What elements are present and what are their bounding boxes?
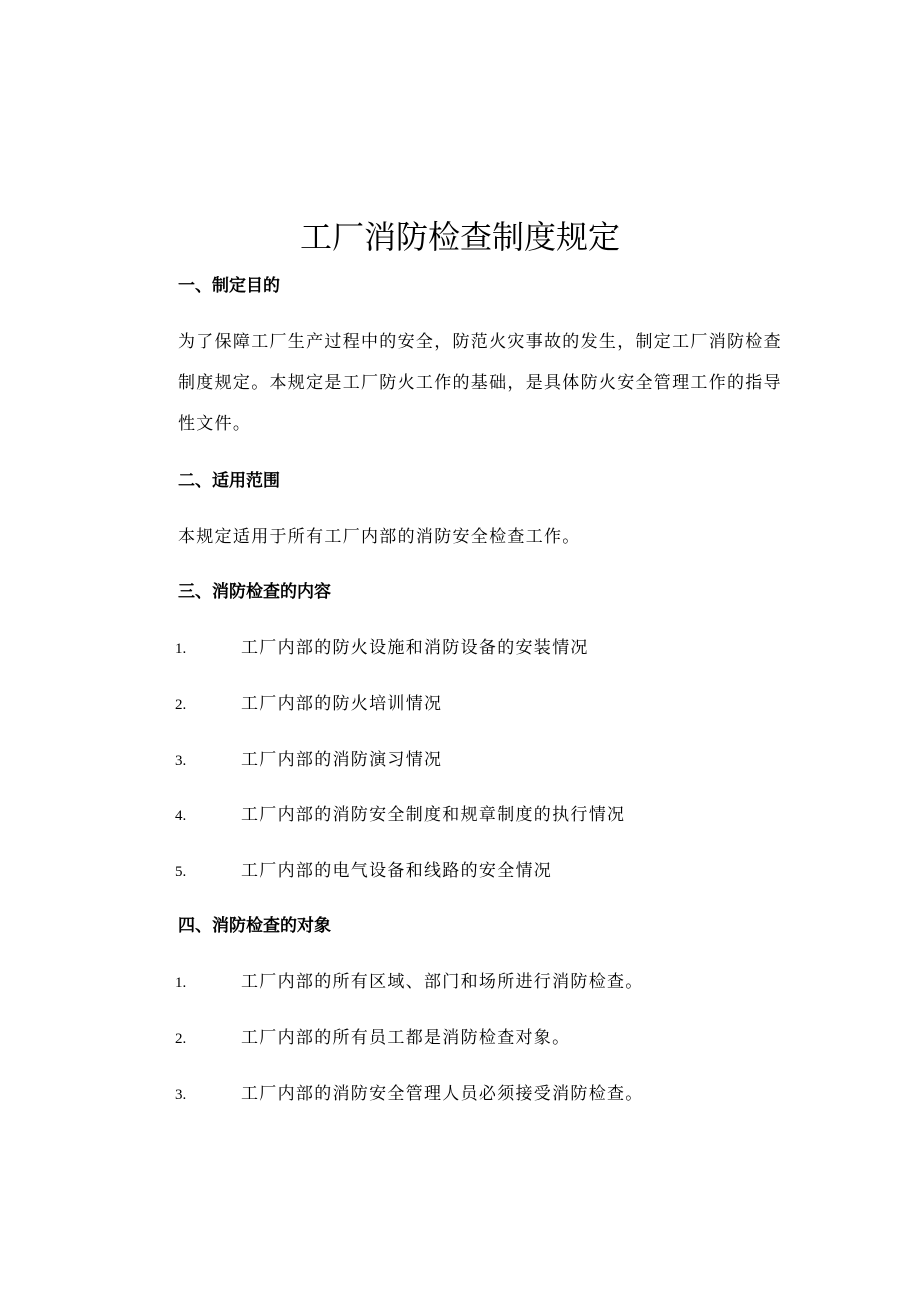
section-heading-scope: 二、适用范围 (178, 471, 280, 491)
list-text: 工厂内部的电气设备和线路的安全情况 (241, 861, 553, 881)
list-text: 工厂内部的消防安全管理人员必须接受消防检查。 (241, 1084, 644, 1104)
list-number: 2. (175, 697, 187, 713)
list-text: 工厂内部的消防演习情况 (241, 750, 443, 770)
list-number: 2. (175, 1031, 187, 1047)
section-paragraph-purpose (178, 322, 782, 445)
list-item (175, 1023, 570, 1053)
list-number: 4. (175, 808, 187, 824)
list-text: 工厂内部的防火设施和消防设备的安装情况 (241, 638, 589, 658)
list-text: 工厂内部的所有区域、部门和场所进行消防检查。 (241, 972, 644, 992)
list-number: 5. (175, 864, 187, 880)
section-heading-targets: 四、消防检查的对象 (178, 916, 331, 936)
section-paragraph-scope: 本规定适用于所有工厂内部的消防安全检查工作。 (178, 527, 581, 547)
list-number: 3. (175, 753, 187, 769)
list-item (175, 745, 442, 775)
document-title: 工厂消防检查制度规定 (299, 218, 620, 256)
list-number: 1. (175, 975, 187, 991)
list-number: 3. (175, 1087, 187, 1103)
list-item (175, 967, 644, 997)
paragraph-text: 为了保障工厂生产过程中的安全，防范火灾事故的发生，制定工厂消防检查制度规定。本规定是工厂防火工作的基础，是具体防火安全管理工作的指导性文件。 (178, 332, 782, 434)
section-heading-content: 三、消防检查的内容 (178, 582, 331, 602)
list-item (175, 1079, 644, 1109)
list-number: 1. (175, 641, 187, 657)
list-item (175, 689, 442, 719)
list-item (175, 800, 625, 830)
list-text: 工厂内部的消防安全制度和规章制度的执行情况 (241, 805, 626, 825)
list-text: 工厂内部的所有员工都是消防检查对象。 (241, 1028, 571, 1048)
section-heading-purpose: 一、制定目的 (178, 276, 280, 296)
list-item (175, 633, 589, 663)
list-item (175, 856, 552, 886)
list-text: 工厂内部的防火培训情况 (241, 694, 443, 714)
